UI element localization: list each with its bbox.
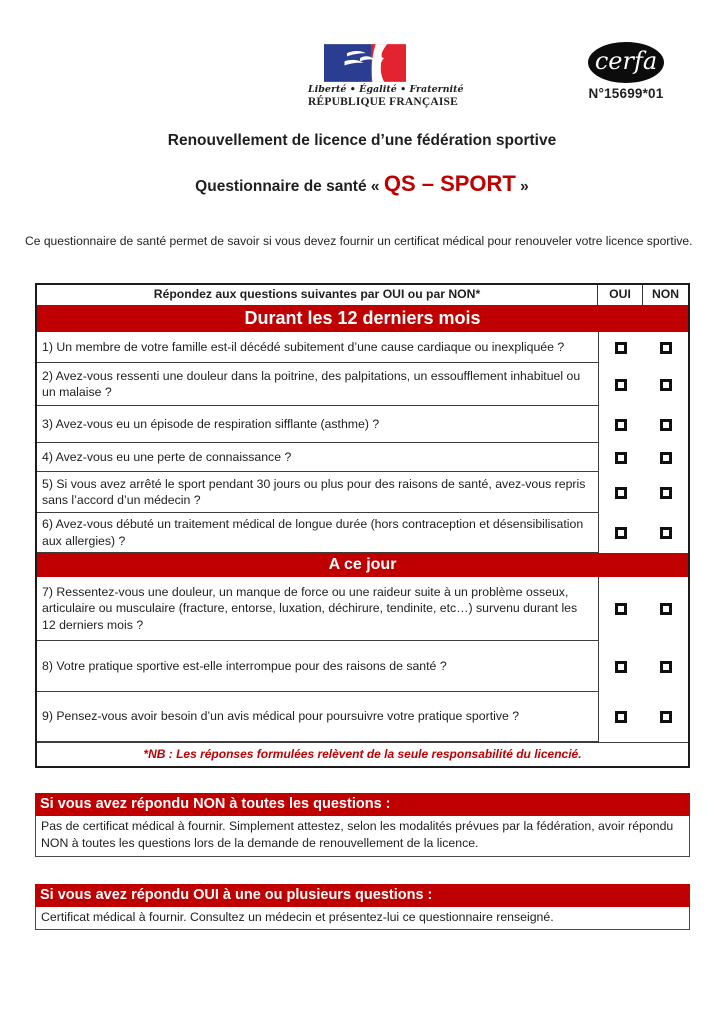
q1-oui-checkbox[interactable] (615, 342, 627, 354)
q9-oui-cell (598, 692, 643, 742)
q5-non-cell (643, 472, 688, 513)
q7-oui-checkbox[interactable] (615, 603, 627, 615)
q4-oui-cell (598, 443, 643, 472)
questionnaire-table (35, 283, 690, 768)
question-text-6: 6) Avez-vous débuté un traitement médical de longue durée (hors contraception et désensibilisation aux allergies) ? (37, 513, 598, 553)
page-title: Renouvellement de licence d’une fédération sportive (167, 132, 557, 149)
q8-oui-cell (598, 641, 643, 692)
table-header-row (37, 285, 688, 305)
q1-non-cell (643, 332, 688, 363)
outcome-oui-heading: Si vous avez répondu OUI à une ou plusieurs questions : (35, 884, 690, 907)
q7-non-checkbox[interactable] (660, 603, 672, 615)
motto-text: Liberté • Égalité • Fraternité (308, 84, 464, 95)
question-row-7 (37, 577, 688, 641)
question-text-3: 3) Avez-vous eu un épisode de respiration sifflante (asthme) ? (37, 406, 598, 443)
q8-oui-checkbox[interactable] (615, 661, 627, 673)
q2-non-cell (643, 363, 688, 406)
question-row-4 (37, 443, 688, 472)
q3-oui-cell (598, 406, 643, 443)
question-row-1 (37, 332, 688, 363)
intro-text: Ce questionnaire de santé permet de savoir si vous devez fournir un certificat médical pour renouveler votre licence sportive. (25, 234, 693, 248)
q6-non-checkbox[interactable] (660, 527, 672, 539)
q2-non-checkbox[interactable] (660, 379, 672, 391)
subtitle (0, 171, 724, 197)
q6-oui-checkbox[interactable] (615, 527, 627, 539)
subtitle-suffix: » (515, 178, 529, 195)
q9-non-checkbox[interactable] (660, 711, 672, 723)
question-row-9 (37, 692, 688, 742)
q5-oui-checkbox[interactable] (615, 487, 627, 499)
table-header-oui: OUI (598, 285, 643, 305)
question-text-4: 4) Avez-vous eu une perte de connaissance ? (37, 443, 598, 472)
republique-francaise-text: RÉPUBLIQUE FRANÇAISE (308, 96, 459, 108)
table-footnote: *NB : Les réponses formulées relèvent de la seule responsabilité du licencié. (37, 742, 688, 766)
question-text-2: 2) Avez-vous ressenti une douleur dans la poitrine, des palpitations, un essoufflement inhabituel ou un malaise ? (37, 363, 598, 406)
question-row-3 (37, 406, 688, 443)
table-header-non: NON (651, 287, 680, 301)
outcome-non-section (35, 793, 690, 857)
question-text-1: 1) Un membre de votre famille est-il décédé subitement d’une cause cardiaque ou inexpliquée ? (37, 332, 598, 363)
outcome-non-heading: Si vous avez répondu NON à toutes les questions : (35, 793, 690, 816)
q6-non-cell (643, 513, 688, 553)
question-text-7: 7) Ressentez-vous une douleur, un manque de force ou une raideur suite à un problème osseux, articulaire ou musculaire (fracture, entorse, luxation, déchirure, tendinite, etc…) survenu durant les 12 derniers mois ? (37, 577, 598, 641)
outcome-non-body: Pas de certificat médical à fournir. Simplement attestez, selon les modalités prévues par la fédération, avoir répondu NON à toutes les questions lors de la demande de renouvellement de la licence. (35, 816, 690, 857)
subtitle-prefix: Questionnaire de santé « (195, 178, 384, 195)
q7-oui-cell (598, 577, 643, 641)
q7-non-cell (643, 577, 688, 641)
question-text-9: 9) Pensez-vous avoir besoin d’un avis médical pour poursuivre votre pratique sportive ? (37, 692, 598, 742)
question-row-6 (37, 513, 688, 553)
q5-non-checkbox[interactable] (660, 487, 672, 499)
question-row-2 (37, 363, 688, 406)
cerfa-oval-icon: cerfa (588, 42, 664, 83)
cerfa-logo (584, 42, 668, 101)
outcome-oui-section (35, 884, 690, 930)
q3-non-checkbox[interactable] (660, 419, 672, 431)
french-republic-logo (308, 44, 464, 108)
q3-oui-checkbox[interactable] (615, 419, 627, 431)
question-text-8: 8) Votre pratique sportive est-elle interrompue pour des raisons de santé ? (37, 641, 598, 692)
q2-oui-cell (598, 363, 643, 406)
subtitle-highlight: QS – SPORT (383, 171, 516, 196)
q8-non-checkbox[interactable] (660, 661, 672, 673)
outcome-oui-body: Certificat médical à fournir. Consultez un médecin et présentez-lui ce questionnaire renseigné. (35, 907, 690, 930)
section-band-last-12-months: Durant les 12 derniers mois (37, 305, 688, 332)
question-text-5: 5) Si vous avez arrêté le sport pendant 30 jours ou plus pour des raisons de santé, avez-vous repris sans l’accord d’un médecin ? (37, 472, 598, 513)
q4-non-checkbox[interactable] (660, 452, 672, 464)
q4-oui-checkbox[interactable] (615, 452, 627, 464)
q9-non-cell (643, 692, 688, 742)
q1-oui-cell (598, 332, 643, 363)
cerfa-number: N°15699*01 (588, 86, 664, 101)
q8-non-cell (643, 641, 688, 692)
q5-oui-cell (598, 472, 643, 513)
question-row-8 (37, 641, 688, 692)
q9-oui-checkbox[interactable] (615, 711, 627, 723)
q3-non-cell (643, 406, 688, 443)
question-row-5 (37, 472, 688, 513)
table-header-question: Répondez aux questions suivantes par OUI ou par NON* (37, 285, 598, 305)
french-flag-icon (324, 44, 406, 82)
q6-oui-cell (598, 513, 643, 553)
q2-oui-checkbox[interactable] (615, 379, 627, 391)
q4-non-cell (643, 443, 688, 472)
section-band-today: A ce jour (37, 553, 688, 577)
q1-non-checkbox[interactable] (660, 342, 672, 354)
